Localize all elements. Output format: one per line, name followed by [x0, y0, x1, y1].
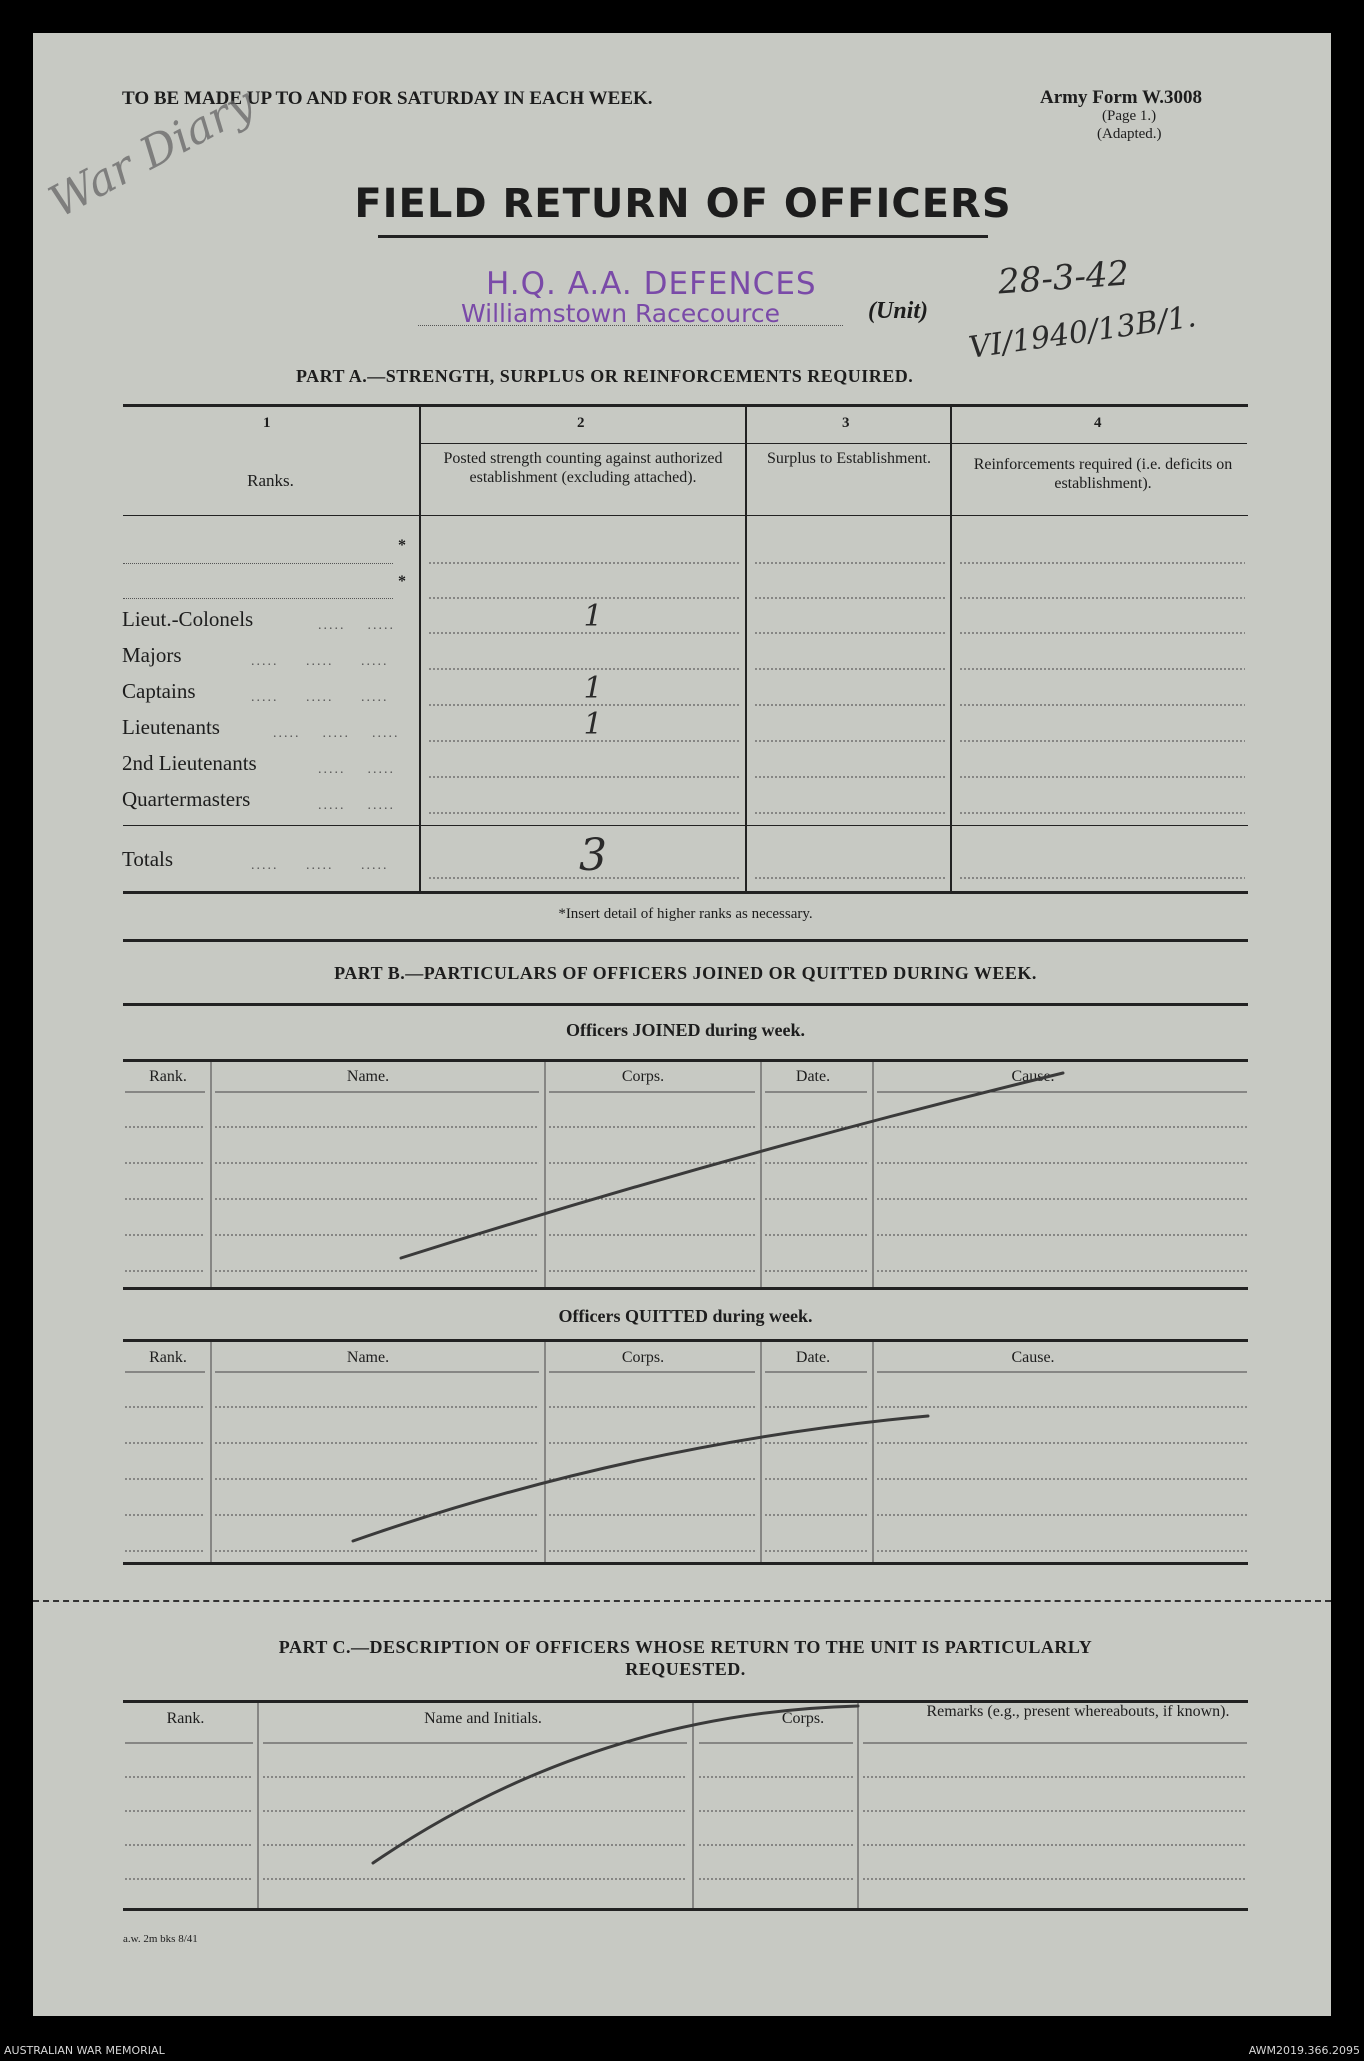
weekly-instruction: TO BE MADE UP TO AND FOR SATURDAY IN EACH WEEK.: [122, 88, 653, 109]
part-a-header-ranks: Ranks.: [247, 471, 294, 490]
joined-col-date: Date.: [795, 1068, 831, 1085]
rank-2nd-lieutenants: 2nd Lieutenants: [122, 751, 257, 775]
part-c-col-remarks: Remarks (e.g., present whereabouts, if known).: [926, 1703, 1230, 1720]
print-code: a.w. 2m bks 8/41: [123, 1933, 198, 1945]
part-a-col-number-1: 1: [263, 415, 271, 431]
part-c-col-name: Name and Initials.: [424, 1710, 542, 1727]
part-c-col-rank: Rank.: [166, 1710, 205, 1727]
part-c-heading-line1: PART C.—DESCRIPTION OF OFFICERS WHOSE RETURN TO THE UNIT IS PARTICULARLY: [278, 1637, 1093, 1657]
joined-col-rank: Rank.: [149, 1068, 187, 1085]
footer-right: AWM2019.366.2095: [1248, 2044, 1360, 2057]
rank-quartermasters: Quartermasters: [122, 787, 251, 811]
part-b-heading: PART B.—PARTICULARS OF OFFICERS JOINED OR QUITTED DURING WEEK.: [334, 963, 1037, 983]
rank-majors: Majors: [122, 643, 182, 667]
quitted-col-cause: Cause.: [1011, 1349, 1055, 1366]
totals-value: 3: [579, 830, 607, 881]
strength-lieutenants: 1: [583, 707, 603, 742]
asterisk-marker: *: [398, 537, 406, 554]
form-page: (Page 1.): [1102, 108, 1157, 124]
quitted-col-corps: Corps.: [621, 1349, 665, 1366]
part-a-col-number-2: 2: [577, 415, 585, 431]
leader-dots: ..... ..... .....: [251, 654, 389, 669]
joined-col-name: Name.: [346, 1068, 390, 1085]
unit-stamp-line2: Williamstown Racecource: [461, 299, 780, 328]
part-a-col-number-4: 4: [1094, 415, 1102, 431]
form-sheet: [33, 33, 1331, 2016]
cancel-stroke-joined: [401, 1073, 1063, 1258]
leader-dots: ..... .....: [318, 762, 395, 777]
strength-lieut-colonels: 1: [583, 599, 603, 634]
handwritten-reference: VI/1940/13B/1.: [966, 299, 1199, 366]
page-title: FIELD RETURN OF OFFICERS: [354, 181, 1012, 227]
part-a-header-strength: Posted strength counting against authorized establishment (excluding attached).: [443, 450, 723, 486]
form-adapted: (Adapted.): [1097, 126, 1162, 142]
part-a-footnote: *Insert detail of higher ranks as necessary.: [558, 906, 813, 922]
quitted-col-date: Date.: [795, 1349, 831, 1366]
leader-dots: ..... ..... .....: [273, 726, 400, 741]
part-a-header-reinforcements: Reinforcements required (i.e. deficits on establishment).: [973, 456, 1233, 492]
strength-captains: 1: [583, 671, 603, 706]
handwritten-date: 28-3-42: [996, 253, 1131, 303]
margin-note-war-diary: War Diary: [41, 77, 263, 229]
cancel-stroke-part-c: [373, 1706, 858, 1863]
quitted-col-name: Name.: [346, 1349, 390, 1366]
part-c-heading-line2: REQUESTED.: [625, 1659, 746, 1679]
leader-dots: ..... .....: [318, 798, 395, 813]
leader-dots: ..... ..... .....: [251, 690, 389, 705]
form-number: Army Form W.3008: [1040, 87, 1203, 108]
quitted-title: Officers QUITTED during week.: [558, 1306, 813, 1326]
joined-col-cause: Cause.: [1011, 1068, 1055, 1085]
leader-dots: ..... .....: [318, 618, 395, 633]
quitted-col-rank: Rank.: [149, 1349, 187, 1366]
joined-title: Officers JOINED during week.: [566, 1020, 805, 1040]
totals-label: Totals: [122, 847, 174, 871]
table-grid-and-strikes: [33, 33, 1331, 2016]
footer-left: AUSTRALIAN WAR MEMORIAL: [4, 2044, 165, 2057]
asterisk-marker: *: [398, 573, 406, 590]
unit-stamp-line1: H.Q. A.A. DEFENCES: [486, 266, 817, 302]
joined-col-corps: Corps.: [621, 1068, 665, 1085]
part-a-heading: PART A.—STRENGTH, SURPLUS OR REINFORCEMENTS REQUIRED.: [296, 366, 914, 386]
part-c-col-corps: Corps.: [781, 1710, 825, 1727]
rank-captains: Captains: [122, 679, 196, 703]
unit-label: (Unit): [868, 298, 928, 324]
part-a-header-surplus: Surplus to Establishment.: [767, 450, 931, 467]
leader-dots: ..... ..... .....: [251, 858, 389, 873]
rank-lieutenants: Lieutenants: [122, 715, 220, 739]
part-a-col-number-3: 3: [842, 415, 850, 431]
rank-lieut-colonels: Lieut.-Colonels: [122, 607, 254, 631]
